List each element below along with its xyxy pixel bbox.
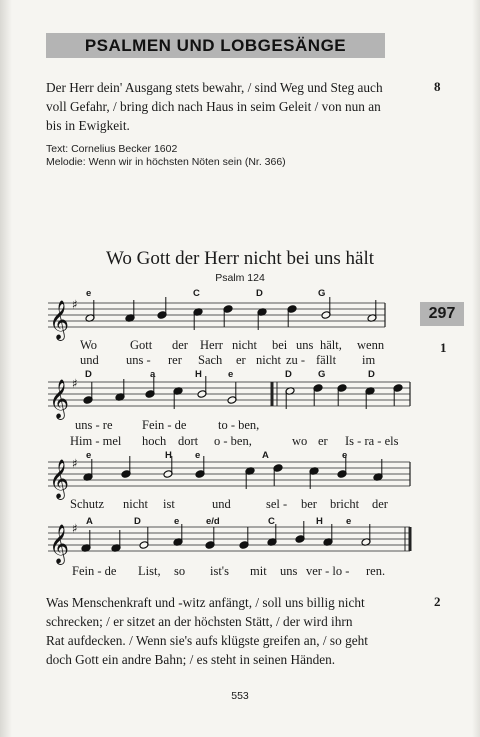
lyric: so [174,564,186,578]
lyric: ren. [366,564,386,578]
song-title: Wo Gott der Herr nicht bei uns hält [105,248,375,269]
treble-clef-icon: 𝄞 [49,300,70,340]
lyric: Gott [130,338,153,352]
chord-symbol: D [285,369,292,380]
lyric: to - ben, [218,418,260,432]
chord-symbol: e/d [206,516,220,527]
chord-symbol: C [193,288,200,299]
lyric: Sach [198,353,223,367]
chord-symbol: H [316,516,323,527]
chord-symbol: G [318,369,326,380]
chord-symbol: e [346,516,352,527]
chord-symbol: C [268,516,275,527]
chord-symbol: e [228,369,234,380]
lyric: der [172,338,188,352]
lyric: Schutz [70,497,105,511]
lyric: im [362,353,376,367]
stanza-line: doch Gott ein andre Bahn; / es steht in seinen Händen. [46,652,336,667]
lyric: er [236,353,246,367]
lyric: bei [272,338,288,352]
lyric: nicht [232,338,257,352]
verse-number: 1 [440,340,447,355]
lyric: uns [280,564,298,578]
lyric: der [372,497,388,511]
chord-symbol: H [165,450,172,461]
lyric: uns [296,338,314,352]
lyric: uns - re [75,418,113,432]
chord-symbol: A [86,516,93,527]
lyric: wenn [357,338,385,352]
melody-credit: Melodie: Wenn wir in höchsten Nöten sein (Nr. 366) [46,156,286,168]
chord-symbol: H [195,369,202,380]
lyric: Is - ra - els [345,434,399,448]
lyric: ist [163,497,175,511]
lyric: List, [138,564,161,578]
lyric: fällt [316,353,337,367]
lyric: wo [292,434,308,448]
chord-symbol: e [86,450,92,461]
chord-symbol: G [318,288,326,299]
stanza-line: schrecken; / er sitzet an der höchsten Stätt, / der wird ihrn [46,614,353,629]
lyric: zu - [286,353,306,367]
lyric: Fein - de [142,418,187,432]
sharp-sign-icon: ♯ [72,456,78,471]
stanza-number: 8 [434,79,441,94]
lyric: nicht [256,353,281,367]
lyric: Wo [80,338,98,352]
chord-symbol: D [256,288,263,299]
lyric: er [318,434,328,448]
stanza-2 [46,593,418,669]
lyric: Him - mel [70,434,122,448]
stanza-line: Rat aufdecken. / Wenn sie's aufs klügste greifen an, / so geht [46,633,368,648]
chord-symbol: D [85,369,92,380]
lyric: nicht [123,497,148,511]
lyric: ist's [210,564,229,578]
chord-symbol: e [342,450,348,461]
page-number: 553 [231,690,249,702]
chord-symbol: e [195,450,201,461]
chord-symbol: e [174,516,180,527]
stanza-number: 2 [434,594,441,609]
lyric: ber [301,497,317,511]
treble-clef-icon: 𝄞 [49,459,70,499]
chord-symbol: D [368,369,375,380]
lyric: Fein - de [72,564,117,578]
stanza-line: bis in Ewigkeit. [46,118,130,133]
sharp-sign-icon: ♯ [72,297,78,312]
lyric: hält, [320,338,342,352]
song-number-badge: 297 [420,302,464,326]
lyric: rer [168,353,182,367]
chord-symbol: a [150,369,156,380]
chord-symbol: A [262,450,269,461]
section-header-title: PSALMEN UND LOBGESÄNGE [84,36,347,55]
lyric: und [80,353,99,367]
stanza-line: voll Gefahr, / bring dich nach Haus in seim Geleit / von nun an [46,99,381,114]
lyric: Herr [200,338,223,352]
chord-symbol: e [86,288,92,299]
treble-clef-icon: 𝄞 [49,524,70,564]
lyric: dort [178,434,199,448]
lyric: uns - [126,353,151,367]
lyric: bricht [330,497,360,511]
sharp-sign-icon: ♯ [72,376,78,391]
stanza-line: Was Menschenkraft und -witz anfängt, / soll uns billig nicht [46,595,365,610]
lyric: ver - lo - [306,564,350,578]
lyric: hoch [142,434,167,448]
chord-symbol: D [134,516,141,527]
text-credit: Text: Cornelius Becker 1602 [46,143,178,155]
lyric: und [212,497,231,511]
lyric: mit [250,564,267,578]
lyric: o - ben, [214,434,252,448]
stanza-line: Der Herr dein' Ausgang stets bewahr, / sind Weg und Steg auch [46,80,383,95]
sharp-sign-icon: ♯ [72,521,78,536]
song-subtitle: Psalm 124 [215,272,265,284]
treble-clef-icon: 𝄞 [49,379,70,419]
lyric: sel - [266,497,288,511]
